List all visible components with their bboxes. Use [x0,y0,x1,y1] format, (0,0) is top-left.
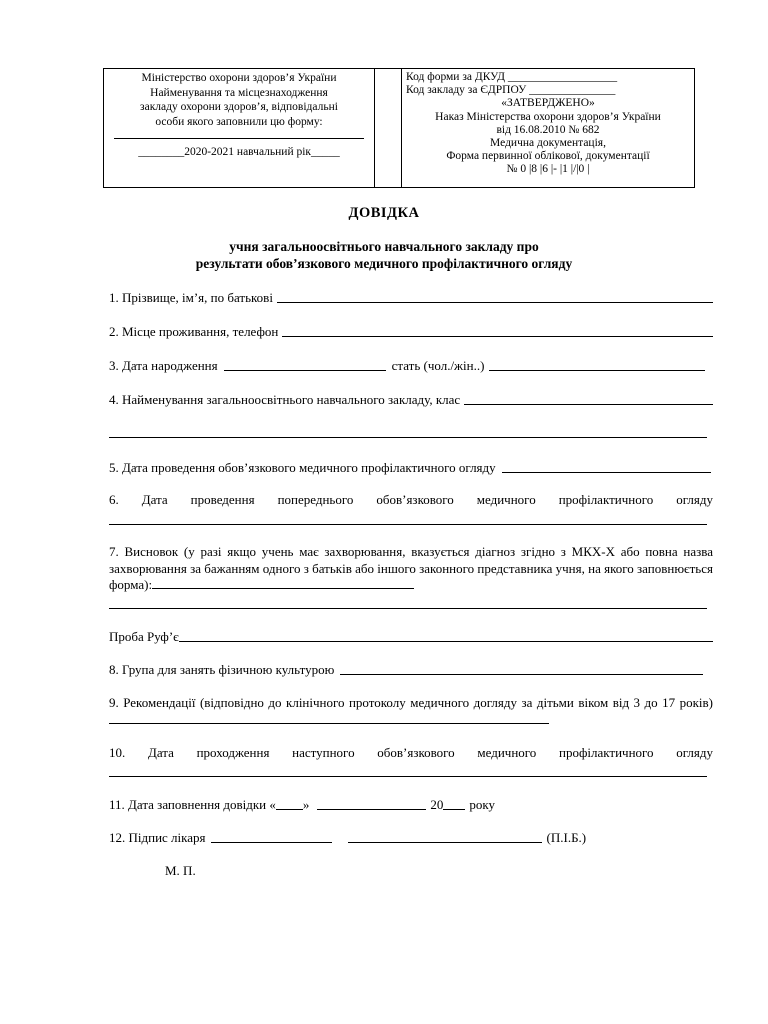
med-doc-label: Медична документація, [490,137,606,150]
institution-blank-line[interactable] [114,138,364,139]
field-conclusion-line[interactable] [152,588,414,589]
field-conclusion [109,544,713,594]
field-school-line[interactable] [464,404,713,405]
field-address-line[interactable] [282,336,713,337]
field-fill-year-line[interactable] [443,809,465,810]
field-pe-group [109,661,703,678]
academic-year: ________2020-2021 навчальний рік_____ [138,146,340,158]
ministry-line: Міністерство охорони здоров’я України [141,72,337,84]
field-full-name [109,289,713,306]
form-number: № 0 |8 |6 |- |1 |/|0 | [506,163,590,176]
edrpou-code: Код закладу за ЄДРПОУ _______________ [406,84,616,97]
field-prev-exam-label: 6. Дата проведення попереднього обов’язкового медичного профілактичного огляду [109,492,713,507]
subtitle-line-2: результати обов’язкового медичного профілактичного огляду [195,256,573,271]
field-birth-date [109,357,705,374]
field-address [109,323,713,340]
field-signature-label: 12. Підпис лікаря [109,830,206,845]
field-address-label: 2. Місце проживання, телефон [109,324,279,339]
field-doctor-name-line[interactable] [348,842,542,843]
subtitle-line-1: учня загальноосвітнього навчального закладу про [229,239,539,254]
field-fill-date-quote: » [302,797,310,812]
field-recommendations-line[interactable] [109,723,549,724]
field-fill-date-label: 11. Дата заповнення довідки « [109,797,276,812]
header-table [103,68,695,188]
field-fill-day-line[interactable] [276,809,303,810]
order-line-2: від 16.08.2010 № 682 [496,123,600,136]
field-birth-date-line[interactable] [224,370,386,371]
field-recommendations-label: 9. Рекомендації (відповідно до клінічного протоколу медичного догляду за дітьми віком від 3 до 17 років) [109,695,713,710]
stamp-place: М. П. [165,863,196,878]
field-fill-year-label: року [469,797,496,812]
field-doctor-name-label: (П.І.Б.) [546,830,587,845]
field-exam-date-label: 5. Дата проведення обов’язкового медичного профілактичного огляду [109,460,496,475]
field-signature [109,829,629,846]
field-sex-label: стать (чол./жін..) [391,358,485,373]
field-full-name-line[interactable] [277,302,713,303]
field-fill-month-line[interactable] [317,809,426,810]
field-conclusion-label: 7. Висновок (у разі якщо учень має захворювання, вказується діагноз згідно з МКХ-Х або повна назва захворювання за бажанням одного з батьків або іншого законного представника учня, на якого заповнюється форма): [109,544,713,592]
field-pe-group-line[interactable] [340,674,703,675]
field-pe-group-label: 8. Група для занять фізичною культурою [109,662,335,677]
order-line-1: Наказ Міністерства охорони здоров’я України [435,110,661,123]
field-exam-date-line[interactable] [502,472,711,473]
field-ruffier-label: Проба Руф’є [109,629,179,644]
header-left-cell [104,69,375,188]
field-birth-date-label: 3. Дата народження [109,358,218,373]
document-title: ДОВІДКА [348,205,420,221]
field-recommendations [109,695,713,728]
field-full-name-label: 1. Прізвище, ім’я, по батькові [109,290,273,305]
form-type-label: Форма первинної облікової, документації [446,150,650,163]
field-conclusion-line-2[interactable] [109,608,707,609]
field-next-exam-line[interactable] [109,776,707,777]
header-right-cell [402,69,695,188]
field-fill-date [109,796,549,813]
field-ruffier [109,628,713,645]
institution-name-line: Найменування та місцезнаходження [150,86,328,99]
field-school-line-2[interactable] [109,437,707,438]
institution-line-2: закладу охорони здоров’я, відповідальні [140,101,338,113]
institution-line-3: особи якого заповнили цю форму: [155,115,323,128]
field-signature-line[interactable] [211,842,332,843]
header-middle-cell [375,69,402,188]
field-prev-exam-line[interactable] [109,524,707,525]
field-exam-date [109,459,711,476]
field-ruffier-line[interactable] [179,641,713,642]
approved-label: «ЗАТВЕРДЖЕНО» [501,97,595,110]
field-school [109,391,713,408]
field-next-exam-label: 10. Дата проходження наступного обов’язкового медичного профілактичного огляду [109,745,713,760]
field-school-label: 4. Найменування загальноосвітнього навчального закладу, клас [109,392,461,407]
field-fill-century: 20 [430,797,444,812]
field-sex-line[interactable] [489,370,705,371]
dkud-code: Код форми за ДКУД ___________________ [406,71,618,83]
